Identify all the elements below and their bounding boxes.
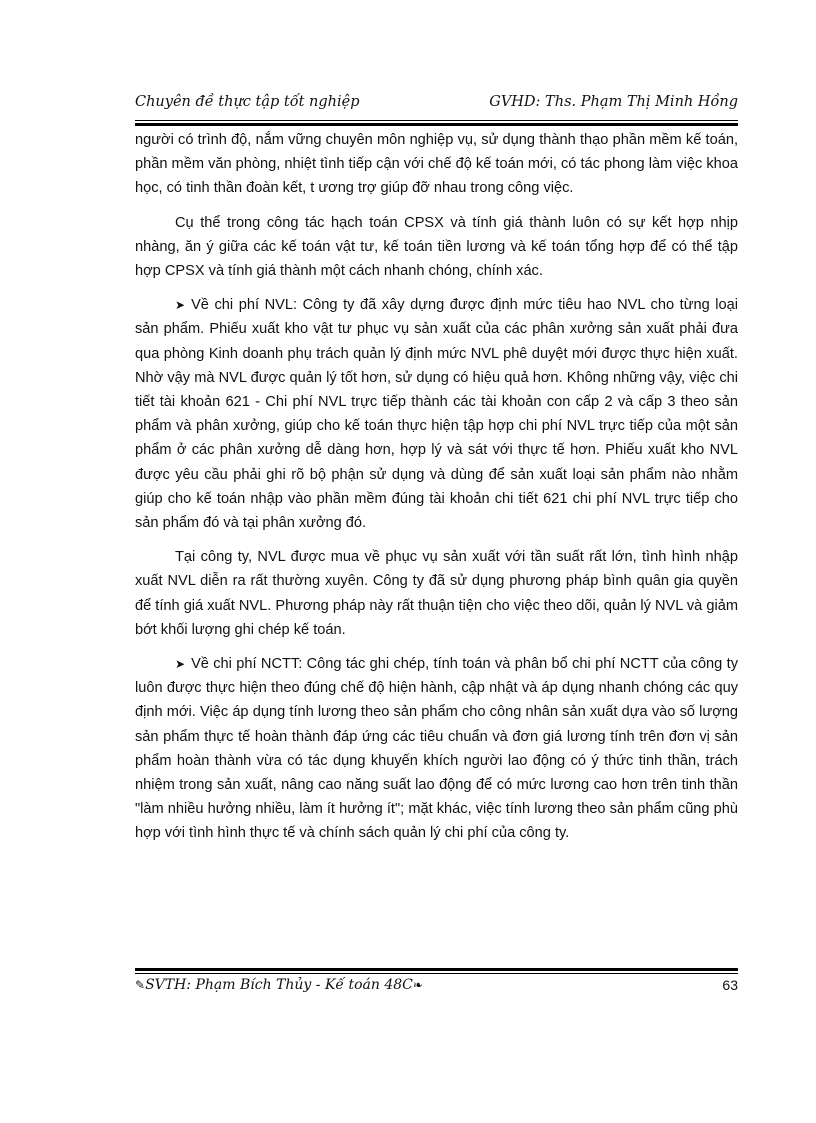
footer-rule-thin: [135, 973, 738, 974]
page-header: [135, 94, 738, 118]
arrow-bullet-icon: ➤: [175, 298, 186, 313]
page-body: [135, 128, 738, 856]
page-number: 63: [722, 977, 738, 993]
pen-ornament-icon: ✎: [135, 978, 146, 992]
page-footer: [135, 977, 738, 1001]
paragraph-1: người có trình độ, nắm vững chuyên môn nghiệp vụ, sử dụng thành thạo phần mềm kế toán, phần mềm văn phòng, nhiệt tình tiếp cận với chế độ kế toán mới, có tác phong làm việc khoa học, có tinh thần đoàn kết, t ương trợ giúp đỡ nhau trong công việc.: [135, 132, 738, 197]
header-supervisor: GVHD: Ths. Phạm Thị Minh Hồng: [489, 94, 738, 110]
floral-ornament-icon: ❧: [412, 978, 423, 992]
header-rule-thick: [135, 123, 738, 126]
paragraph-nvl-text: Về chi phí NVL: Công ty đã xây dựng được định mức tiêu hao NVL cho từng loại sản phẩm. Phiếu xuất kho vật tư phục vụ sản xuất của các phân xưởng sản xuất phải đưa qua phòng Kinh doanh phụ trách quản lý định mức NVL phê duyệt mới được thực hiện xuất. Nhờ vậy mà NVL được quản lý tốt hơn, sử dụng có hiệu quả hơn. Không những vậy, việc chi tiết tài khoản 621 - Chi phí NVL trực tiếp thành các tài khoản con cấp 2 và cấp 3 theo sản phẩm và phân xưởng, giúp cho kế toán thực hiện tập hợp chi phí NVL trực tiếp của một sản phẩm ở các phân xưởng dễ dàng hơn, hợp lý và sát với thực tế hơn. Phiếu xuất kho NVL được yêu cầu phải ghi rõ bộ phận sử dụng và dùng để sản xuất loại sản phẩm nào nhằm giúp cho kế toán nhập vào phần mềm đúng tài khoản chi tiết 621 chi phí NVL trực tiếp cho sản phẩm đó và tại phân xưởng đó.: [135, 297, 738, 532]
paragraph-nvl: [135, 293, 738, 535]
arrow-bullet-icon: ➤: [175, 657, 186, 672]
footer-rule-thick: [135, 968, 738, 971]
header-rule-thin: [135, 120, 738, 121]
paragraph-2: Cụ thể trong công tác hạch toán CPSX và tính giá thành luôn có sự kết hợp nhịp nhàng, ăn ý giữa các kế toán vật tư, kế toán tiền lương và kế toán tổng hợp để có thể tập hợp CPSX và tính giá thành một cách nhanh chóng, chính xác.: [135, 214, 738, 280]
footer-author-text: SVTH: Phạm Bích Thủy - Kế toán 48C: [145, 977, 413, 993]
paragraph-4: Tại công ty, NVL được mua về phục vụ sản xuất với tần suất rất lớn, tình hình nhập xuất NVL diễn ra rất thường xuyên. Công ty đã sử dụng phương pháp bình quân gia quyền để tính giá xuất NVL. Phương pháp này rất thuận tiện cho việc theo dõi, quản lý NVL và giảm bớt khối lượng ghi chép kế toán.: [135, 549, 738, 638]
paragraph-ncct: [135, 652, 738, 846]
paragraph-ncct-text: Về chi phí NCTT: Công tác ghi chép, tính toán và phân bổ chi phí NCTT của công ty luôn được thực hiện theo đúng chế độ hiện hành, cập nhật và áp dụng nhanh chóng các quy định mới. Việc áp dụng tính lương theo sản phẩm cho công nhân sản xuất dựa vào số lượng sản phẩm thực tế hoàn thành đáp ứng các tiêu chuẩn và đơn giá lương tính trên đơn vị sản phẩm hoàn thành vừa có tác dụng khuyến khích người lao động có ý thức tinh thần, trách nhiệm trong sản xuất, nâng cao năng suất lao động để có mức lương cao hơn trên tinh thần "làm nhiều hưởng nhiều, làm ít hưởng ít"; mặt khác, việc tính lương theo sản phẩm cũng phù hợp với tình hình thực tế và chính sách quản lý chi phí của công ty.: [135, 656, 738, 842]
header-title: Chuyên đề thực tập tốt nghiệp: [135, 94, 360, 110]
footer-author: [135, 977, 423, 993]
